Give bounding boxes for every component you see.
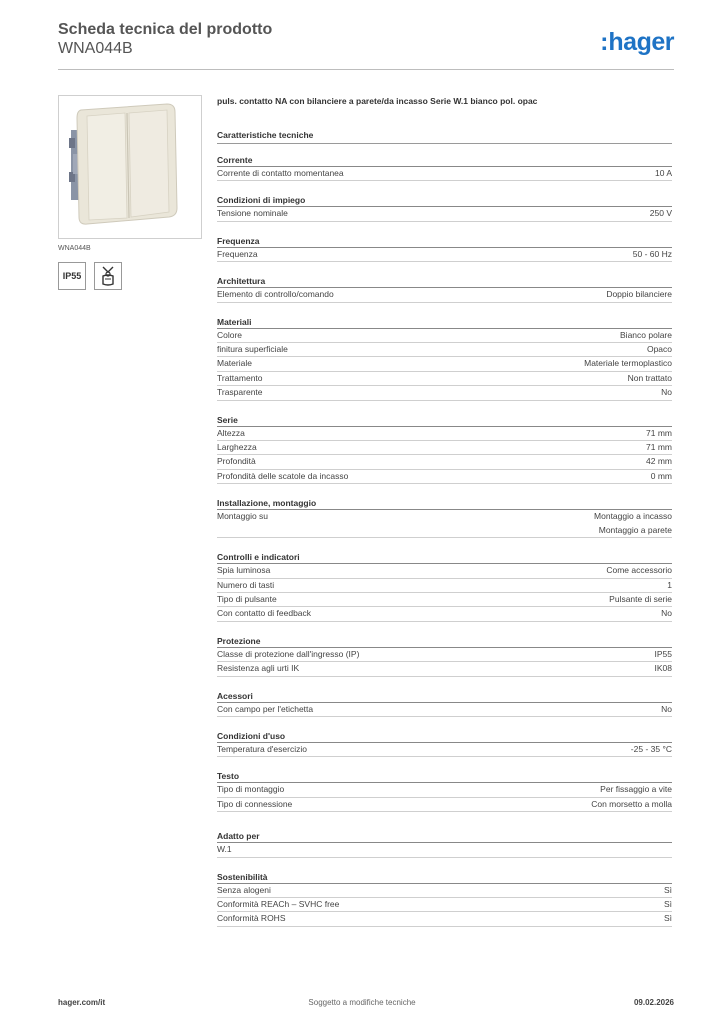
spec-value xyxy=(609,593,672,606)
spec-label: finitura superficiale xyxy=(217,344,288,355)
spec-row xyxy=(217,703,672,717)
spec-value xyxy=(600,783,672,796)
spec-value-line: Non trattato xyxy=(627,372,672,383)
spec-value xyxy=(650,207,672,220)
spec-value xyxy=(655,662,673,675)
spec-row xyxy=(217,372,672,386)
spec-value xyxy=(646,441,672,454)
spec-row xyxy=(217,343,672,357)
spec-value-line: No xyxy=(661,387,672,398)
spec-value xyxy=(606,564,672,577)
spec-section xyxy=(217,730,672,757)
footer-website[interactable]: hager.com/it xyxy=(58,998,106,1007)
spec-value xyxy=(647,343,672,356)
spec-label: Spia luminosa xyxy=(217,565,271,576)
spec-value-line: Come accessorio xyxy=(606,565,672,576)
section-title: Controlli e indicatori xyxy=(217,551,672,564)
spec-row xyxy=(217,798,672,812)
footer-notice: Soggetto a modifiche tecniche xyxy=(308,998,416,1007)
spec-row xyxy=(217,510,672,538)
spec-section xyxy=(217,635,672,677)
product-code: WNA044B xyxy=(58,40,133,57)
section-title: Frequenza xyxy=(217,235,672,248)
spec-sections xyxy=(217,154,672,940)
spec-section xyxy=(217,194,672,221)
spec-value xyxy=(646,427,672,440)
spec-value-line: 71 mm xyxy=(646,442,672,453)
spec-row xyxy=(217,470,672,484)
spec-label: W.1 xyxy=(217,844,232,855)
spec-value-line: Pulsante di serie xyxy=(609,593,672,604)
spec-section xyxy=(217,275,672,302)
spec-label: Profondità xyxy=(217,456,256,467)
spec-value-line: Sì xyxy=(663,913,672,924)
page-title: Scheda tecnica del prodotto xyxy=(58,21,273,38)
spec-value-line: 42 mm xyxy=(646,456,672,467)
spec-row xyxy=(217,648,672,662)
image-caption: WNA044B xyxy=(58,245,91,252)
spec-value xyxy=(661,386,672,399)
spec-section xyxy=(217,871,672,927)
spec-value-line: Materiale termoplastico xyxy=(584,358,672,369)
spec-label: Conformità ROHS xyxy=(217,913,286,924)
spec-label: Tipo di montaggio xyxy=(217,784,285,795)
spec-label: Tipo di connessione xyxy=(217,798,293,809)
spec-label: Con campo per l'etichetta xyxy=(217,703,314,714)
spec-value xyxy=(664,898,672,911)
spec-row xyxy=(217,593,672,607)
section-title: Corrente xyxy=(217,154,672,167)
spec-row xyxy=(217,427,672,441)
spec-value-line: No xyxy=(661,703,672,714)
spec-value-line: Opaco xyxy=(646,344,672,355)
spec-row xyxy=(217,386,672,400)
spec-value-line: 0 mm xyxy=(650,470,672,481)
spec-value xyxy=(633,248,672,261)
spec-value-line: 10 A xyxy=(654,168,672,178)
spec-value-line: Montaggio a parete xyxy=(598,524,672,535)
section-title: Architettura xyxy=(217,275,672,288)
spec-row xyxy=(217,884,672,898)
spec-value-line: Bianco polare xyxy=(620,329,672,340)
spec-value xyxy=(628,372,672,385)
footer-date: 09.02.2026 xyxy=(633,998,674,1007)
spec-label: Conformità REACh – SVHC free xyxy=(217,898,340,909)
section-title: Condizioni d'uso xyxy=(217,730,672,743)
section-title: Acessori xyxy=(217,690,672,703)
spec-label: Temperatura d'esercizio xyxy=(217,743,307,754)
spec-label: Con contatto di feedback xyxy=(217,608,312,619)
spec-section xyxy=(217,830,672,857)
spec-row xyxy=(217,783,672,797)
spec-label: Profondità delle scatole da incasso xyxy=(217,470,349,481)
spec-label: Classe di protezione dall'ingresso (IP) xyxy=(217,648,360,659)
section-title: Materiali xyxy=(217,316,672,329)
spec-label: Montaggio su xyxy=(217,511,269,522)
spec-value-line: Montaggio a incasso xyxy=(594,511,672,522)
spec-value-line: Per fissaggio a vite xyxy=(600,784,672,795)
logo-text: hager xyxy=(608,28,674,56)
spec-label: Senza alogeni xyxy=(217,884,271,895)
spec-label: Colore xyxy=(217,329,243,340)
ip55-badge: IP55 xyxy=(58,262,86,290)
spec-value xyxy=(620,329,672,342)
spec-value-line: Sì xyxy=(663,884,672,895)
spec-row xyxy=(217,248,672,262)
section-title: Condizioni di impiego xyxy=(217,194,672,207)
spec-value xyxy=(631,743,672,756)
header-divider xyxy=(58,69,674,70)
spec-value xyxy=(664,884,672,897)
hanging-clamp-icon xyxy=(94,262,122,290)
spec-row xyxy=(217,579,672,593)
section-title: Protezione xyxy=(217,635,672,648)
spec-label: Resistenza agli urti IK xyxy=(217,663,300,674)
spec-value xyxy=(584,357,672,370)
hager-logo[interactable]: :hager xyxy=(600,28,674,56)
spec-value-line: 250 V xyxy=(649,208,672,219)
spec-section xyxy=(217,154,672,181)
spec-row xyxy=(217,607,672,621)
spec-section xyxy=(217,551,672,622)
spec-value xyxy=(664,912,672,925)
spec-label: Frequenza xyxy=(217,248,258,259)
product-image xyxy=(58,95,202,239)
spec-value xyxy=(606,288,672,301)
spec-section xyxy=(217,235,672,262)
spec-section xyxy=(217,316,672,401)
spec-label: Trattamento xyxy=(217,372,263,383)
spec-value-line: IK08 xyxy=(654,663,672,674)
spec-row xyxy=(217,455,672,469)
spec-label: Corrente di contatto momentanea xyxy=(217,168,344,178)
spec-value-line: Con morsetto a molla xyxy=(591,798,672,809)
spec-value-line: IP55 xyxy=(654,648,672,659)
spec-value-line: Sì xyxy=(663,898,672,909)
section-title: Testo xyxy=(217,770,672,783)
spec-label: Trasparente xyxy=(217,387,263,398)
spec-value xyxy=(655,167,672,180)
spec-value xyxy=(594,510,672,537)
spec-row xyxy=(217,662,672,676)
spec-row xyxy=(217,441,672,455)
spec-row xyxy=(217,843,672,857)
spec-value-line: 71 mm xyxy=(646,427,672,438)
spec-label: Elemento di controllo/comando xyxy=(217,289,334,300)
spec-value xyxy=(591,798,672,811)
spec-value xyxy=(667,579,672,592)
spec-label: Tipo di pulsante xyxy=(217,593,277,604)
spec-value xyxy=(661,703,672,716)
section-title: Serie xyxy=(217,414,672,427)
spec-section xyxy=(217,414,672,485)
spec-row xyxy=(217,357,672,371)
section-title: Sostenibilità xyxy=(217,871,672,884)
spec-label: Tensione nominale xyxy=(217,208,288,219)
spec-label: Altezza xyxy=(217,427,245,438)
spec-value xyxy=(655,648,673,661)
spec-label: Larghezza xyxy=(217,442,257,453)
spec-section xyxy=(217,690,672,717)
spec-label: Materiale xyxy=(217,358,252,369)
spec-row xyxy=(217,743,672,757)
spec-value-line: No xyxy=(661,608,672,619)
spec-value xyxy=(651,470,672,483)
spec-row xyxy=(217,329,672,343)
section-title: Installazione, montaggio xyxy=(217,497,672,510)
spec-value-line: -25 - 35 °C xyxy=(630,743,672,754)
spec-section xyxy=(217,770,672,812)
spec-divider xyxy=(217,143,672,144)
spec-value-line: Doppio bilanciere xyxy=(606,289,672,300)
product-description: puls. contatto NA con bilanciere a parete/da incasso Serie W.1 bianco pol. opac xyxy=(217,96,538,106)
spec-value xyxy=(646,455,672,468)
spec-value xyxy=(661,607,672,620)
spec-header: Caratteristiche tecniche xyxy=(217,130,314,140)
spec-row xyxy=(217,288,672,302)
spec-label: Numero di tasti xyxy=(217,579,275,590)
spec-value-line: 1 xyxy=(667,579,672,590)
spec-row xyxy=(217,207,672,221)
spec-row xyxy=(217,912,672,926)
spec-value-line: 50 - 60 Hz xyxy=(632,248,672,259)
spec-row xyxy=(217,167,672,181)
switch-illustration xyxy=(59,96,201,238)
section-title: Adatto per xyxy=(217,830,672,843)
spec-row xyxy=(217,564,672,578)
spec-row xyxy=(217,898,672,912)
spec-section xyxy=(217,497,672,538)
